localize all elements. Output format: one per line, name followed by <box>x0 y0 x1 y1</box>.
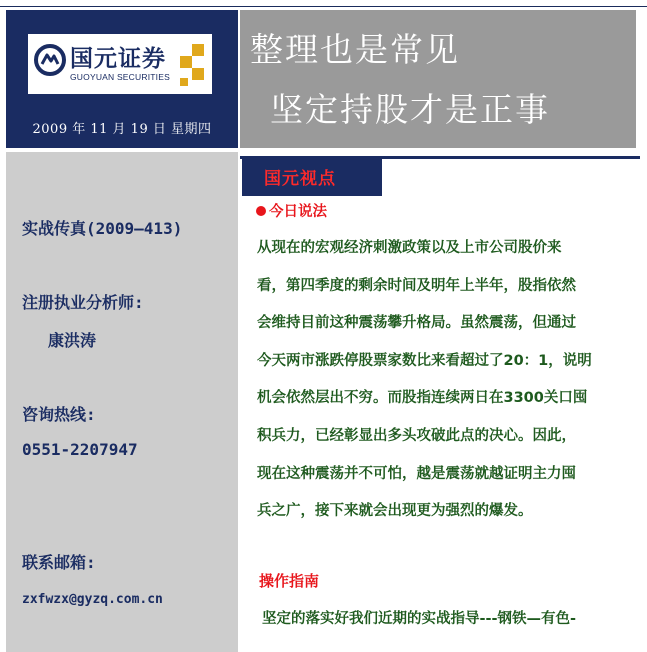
guide-heading: 操作指南 <box>259 572 320 590</box>
paragraph-line: 积兵力，已经彰显出多头攻破此点的决心。因此， <box>257 427 576 444</box>
report-series: 实战传真(2009—413) <box>22 219 183 238</box>
top-rule <box>0 6 647 7</box>
company-logo <box>28 34 212 94</box>
headline-line-1: 整理也是常见 <box>250 30 460 69</box>
today-heading <box>256 200 327 221</box>
hotline-label: 咨询热线: <box>22 405 96 424</box>
analyst-name: 康洪涛 <box>48 331 97 350</box>
email-address: zxfwzx@gyzq.com.cn <box>22 592 163 607</box>
logo-name-en: GUOYUAN SECURITIES <box>70 72 170 82</box>
logo-name-cn: 国元证券 <box>70 46 166 72</box>
paragraph-line: 现在这种震荡并不可怕，越是震荡就越证明主力囤 <box>257 465 576 482</box>
hotline-number: 0551-2207947 <box>22 440 138 459</box>
headline-line-2: 坚定持股才是正事 <box>270 90 550 129</box>
paragraph-line: 机会依然层出不穷。而股指连续两日在3300关口囤 <box>257 390 588 407</box>
commentary-paragraph <box>257 230 637 531</box>
guoyuan-emblem-icon <box>34 44 66 76</box>
bullet-dot-icon <box>256 206 266 216</box>
analyst-label: 注册执业分析师: <box>22 293 144 312</box>
contact-sidebar <box>6 152 238 652</box>
section-header <box>242 156 382 196</box>
report-date: 2009 年 11 月 19 日 星期四 <box>32 122 212 137</box>
email-label: 联系邮箱: <box>22 553 96 572</box>
paragraph-line: 看，第四季度的剩余时间及明年上半年，股指依然 <box>257 277 576 294</box>
paragraph-line: 兵之广，接下来就会出现更为强烈的爆发。 <box>257 503 533 520</box>
guide-text: 坚定的落实好我们近期的实战指导---钢铁—有色- <box>262 611 577 627</box>
section-title: 国元视点 <box>264 169 336 189</box>
paragraph-line: 今天两市涨跌停股票家数比来看超过了20：1，说明 <box>257 352 592 369</box>
header-title-panel <box>240 10 636 148</box>
paragraph-line: 从现在的宏观经济刺激政策以及上市公司股价来 <box>257 240 562 256</box>
paragraph-line: 会维持目前这种震荡攀升格局。虽然震荡，但通过 <box>257 315 576 332</box>
header-brand-panel <box>6 10 238 148</box>
logo-squares-icon <box>178 44 206 88</box>
today-heading-text: 今日说法 <box>269 204 327 220</box>
